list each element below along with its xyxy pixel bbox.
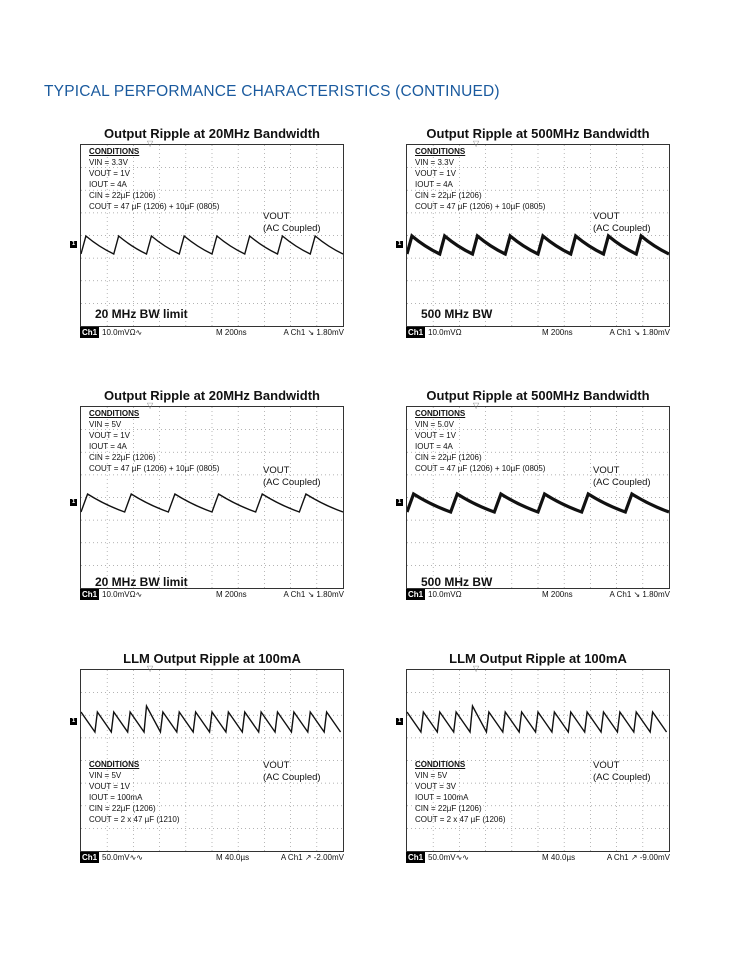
conditions-header: CONDITIONS bbox=[89, 760, 140, 769]
vout-label bbox=[263, 465, 321, 488]
volts-per-div: 50.0mV∿∿ bbox=[428, 853, 469, 862]
figure-1 bbox=[71, 126, 348, 340]
channel-marker-icon: 1 bbox=[71, 718, 76, 724]
vout-label-line2: (AC Coupled) bbox=[593, 771, 651, 783]
vout-label-line1: VOUT bbox=[263, 760, 290, 771]
trigger-setting: A Ch1 ↘ 1.80mV bbox=[283, 328, 344, 337]
scope-status-bar bbox=[406, 327, 670, 338]
time-per-div: M 200ns bbox=[542, 590, 573, 599]
scope-status-bar bbox=[406, 589, 670, 600]
oscilloscope-screen bbox=[397, 139, 674, 340]
trigger-position-icon: ▽ bbox=[473, 139, 480, 148]
figure-title: LLM Output Ripple at 100mA bbox=[123, 651, 301, 666]
ripple-waveform bbox=[407, 706, 667, 732]
condition-line: IOUT = 4A bbox=[415, 441, 453, 451]
time-per-div: M 200ns bbox=[216, 590, 247, 599]
figure-6 bbox=[397, 651, 674, 865]
condition-line: VIN = 5V bbox=[89, 770, 122, 780]
channel-badge: Ch1 bbox=[408, 328, 424, 337]
trigger-position-icon: ▽ bbox=[147, 401, 154, 410]
condition-line: VIN = 5V bbox=[415, 770, 448, 780]
vout-label-line1: VOUT bbox=[593, 465, 620, 476]
figure-4 bbox=[397, 388, 674, 602]
condition-line: IOUT = 100mA bbox=[89, 792, 143, 802]
figure-3 bbox=[71, 388, 348, 602]
scope-grid bbox=[80, 139, 344, 327]
condition-line: IOUT = 4A bbox=[89, 179, 127, 189]
trigger-setting: A Ch1 ↘ 1.80mV bbox=[283, 590, 344, 599]
condition-line: CIN = 22µF (1206) bbox=[415, 190, 482, 200]
vout-label-line1: VOUT bbox=[263, 465, 290, 476]
volts-per-div: 10.0mVΩ∿ bbox=[102, 328, 143, 337]
time-per-div: M 40.0µs bbox=[216, 853, 250, 862]
condition-line: CIN = 22µF (1206) bbox=[415, 452, 482, 462]
conditions-header: CONDITIONS bbox=[415, 147, 466, 156]
condition-line: COUT = 47 µF (1206) + 10µF (0805) bbox=[415, 201, 546, 211]
bandwidth-label: 500 MHz BW bbox=[421, 575, 493, 589]
figure-5 bbox=[71, 651, 348, 865]
condition-line: VOUT = 1V bbox=[89, 781, 130, 791]
trigger-position-icon: ▽ bbox=[147, 139, 154, 148]
scope-grid bbox=[80, 401, 344, 589]
condition-line: COUT = 2 x 47 µF (1206) bbox=[415, 814, 506, 824]
condition-line: VIN = 3.3V bbox=[415, 157, 454, 167]
condition-line: VIN = 5V bbox=[89, 419, 122, 429]
condition-line: COUT = 47 µF (1206) + 10µF (0805) bbox=[415, 463, 546, 473]
conditions-header: CONDITIONS bbox=[415, 760, 466, 769]
figure-2 bbox=[397, 126, 674, 340]
conditions-block bbox=[89, 409, 219, 474]
oscilloscope-screen bbox=[397, 664, 674, 865]
conditions-block bbox=[415, 147, 545, 212]
vout-label-line1: VOUT bbox=[263, 211, 290, 222]
conditions-header: CONDITIONS bbox=[415, 409, 466, 418]
condition-line: IOUT = 4A bbox=[89, 441, 127, 451]
time-per-div: M 40.0µs bbox=[542, 853, 576, 862]
condition-line: CIN = 22µF (1206) bbox=[89, 452, 156, 462]
vout-label-line2: (AC Coupled) bbox=[263, 222, 321, 234]
trigger-position-icon: ▽ bbox=[147, 664, 154, 673]
time-per-div: M 200ns bbox=[542, 328, 573, 337]
trigger-position-icon: ▽ bbox=[473, 401, 480, 410]
vout-label bbox=[263, 760, 321, 783]
scope-grid bbox=[406, 401, 670, 589]
channel-marker-icon: 1 bbox=[71, 241, 76, 247]
condition-line: VIN = 5.0V bbox=[415, 419, 454, 429]
scope-status-bar bbox=[406, 852, 670, 863]
oscilloscope-screen bbox=[71, 401, 348, 602]
scope-status-bar bbox=[80, 852, 344, 863]
vout-label-line2: (AC Coupled) bbox=[593, 222, 651, 234]
vout-label bbox=[263, 211, 321, 234]
condition-line: CIN = 22µF (1206) bbox=[415, 803, 482, 813]
channel-badge: Ch1 bbox=[82, 853, 98, 862]
trigger-position-icon: ▽ bbox=[473, 664, 480, 673]
condition-line: COUT = 2 x 47 µF (1210) bbox=[89, 814, 180, 824]
conditions-header: CONDITIONS bbox=[89, 147, 140, 156]
oscilloscope-screen bbox=[397, 401, 674, 602]
figure-title: LLM Output Ripple at 100mA bbox=[449, 651, 627, 666]
channel-marker-icon: 1 bbox=[71, 499, 76, 505]
channel-badge: Ch1 bbox=[82, 590, 98, 599]
condition-line: CIN = 22µF (1206) bbox=[89, 190, 156, 200]
condition-line: VOUT = 1V bbox=[89, 168, 130, 178]
trigger-setting: A Ch1 ↘ 1.80mV bbox=[609, 328, 670, 337]
condition-line: CIN = 22µF (1206) bbox=[89, 803, 156, 813]
channel-badge: Ch1 bbox=[408, 853, 424, 862]
vout-label-line1: VOUT bbox=[593, 211, 620, 222]
conditions-block bbox=[89, 760, 180, 825]
figure-title: Output Ripple at 20MHz Bandwidth bbox=[104, 388, 320, 403]
trigger-setting: A Ch1 ↗ -9.00mV bbox=[606, 853, 670, 862]
volts-per-div: 10.0mVΩ bbox=[428, 328, 462, 337]
volts-per-div: 10.0mVΩ bbox=[428, 590, 462, 599]
condition-line: COUT = 47 µF (1206) + 10µF (0805) bbox=[89, 201, 220, 211]
bandwidth-label: 20 MHz BW limit bbox=[95, 307, 188, 321]
conditions-block bbox=[89, 147, 219, 212]
scope-status-bar bbox=[80, 327, 344, 338]
channel-badge: Ch1 bbox=[82, 328, 98, 337]
condition-line: VIN = 3.3V bbox=[89, 157, 128, 167]
bandwidth-label: 20 MHz BW limit bbox=[95, 575, 188, 589]
condition-line: VOUT = 1V bbox=[89, 430, 130, 440]
vout-label bbox=[593, 465, 651, 488]
condition-line: IOUT = 4A bbox=[415, 179, 453, 189]
condition-line: VOUT = 3V bbox=[415, 781, 456, 791]
section-title: TYPICAL PERFORMANCE CHARACTERISTICS (CONTINUED) bbox=[44, 83, 500, 100]
bandwidth-label: 500 MHz BW bbox=[421, 307, 493, 321]
volts-per-div: 50.0mV∿∿ bbox=[102, 853, 143, 862]
figure-title: Output Ripple at 500MHz Bandwidth bbox=[426, 126, 650, 141]
conditions-block bbox=[415, 409, 545, 474]
vout-label-line2: (AC Coupled) bbox=[593, 476, 651, 488]
volts-per-div: 10.0mVΩ∿ bbox=[102, 590, 143, 599]
channel-badge: Ch1 bbox=[408, 590, 424, 599]
vout-label bbox=[593, 760, 651, 783]
conditions-header: CONDITIONS bbox=[89, 409, 140, 418]
ripple-waveform bbox=[81, 706, 341, 732]
vout-label-line2: (AC Coupled) bbox=[263, 476, 321, 488]
condition-line: VOUT = 1V bbox=[415, 168, 456, 178]
channel-marker-icon: 1 bbox=[397, 718, 402, 724]
vout-label-line2: (AC Coupled) bbox=[263, 771, 321, 783]
condition-line: COUT = 47 µF (1206) + 10µF (0805) bbox=[89, 463, 220, 473]
figure-title: Output Ripple at 500MHz Bandwidth bbox=[426, 388, 650, 403]
condition-line: VOUT = 1V bbox=[415, 430, 456, 440]
figure-title: Output Ripple at 20MHz Bandwidth bbox=[104, 126, 320, 141]
scope-grid bbox=[80, 664, 344, 852]
scope-grid bbox=[406, 664, 670, 852]
conditions-block bbox=[415, 760, 506, 825]
oscilloscope-screen bbox=[71, 139, 348, 340]
channel-marker-icon: 1 bbox=[397, 241, 402, 247]
vout-label-line1: VOUT bbox=[593, 760, 620, 771]
oscilloscope-screen bbox=[71, 664, 348, 865]
vout-label bbox=[593, 211, 651, 234]
trigger-setting: A Ch1 ↘ 1.80mV bbox=[609, 590, 670, 599]
scope-grid bbox=[406, 139, 670, 327]
condition-line: IOUT = 100mA bbox=[415, 792, 469, 802]
channel-marker-icon: 1 bbox=[397, 499, 402, 505]
time-per-div: M 200ns bbox=[216, 328, 247, 337]
scope-status-bar bbox=[80, 589, 344, 600]
trigger-setting: A Ch1 ↗ -2.00mV bbox=[280, 853, 344, 862]
